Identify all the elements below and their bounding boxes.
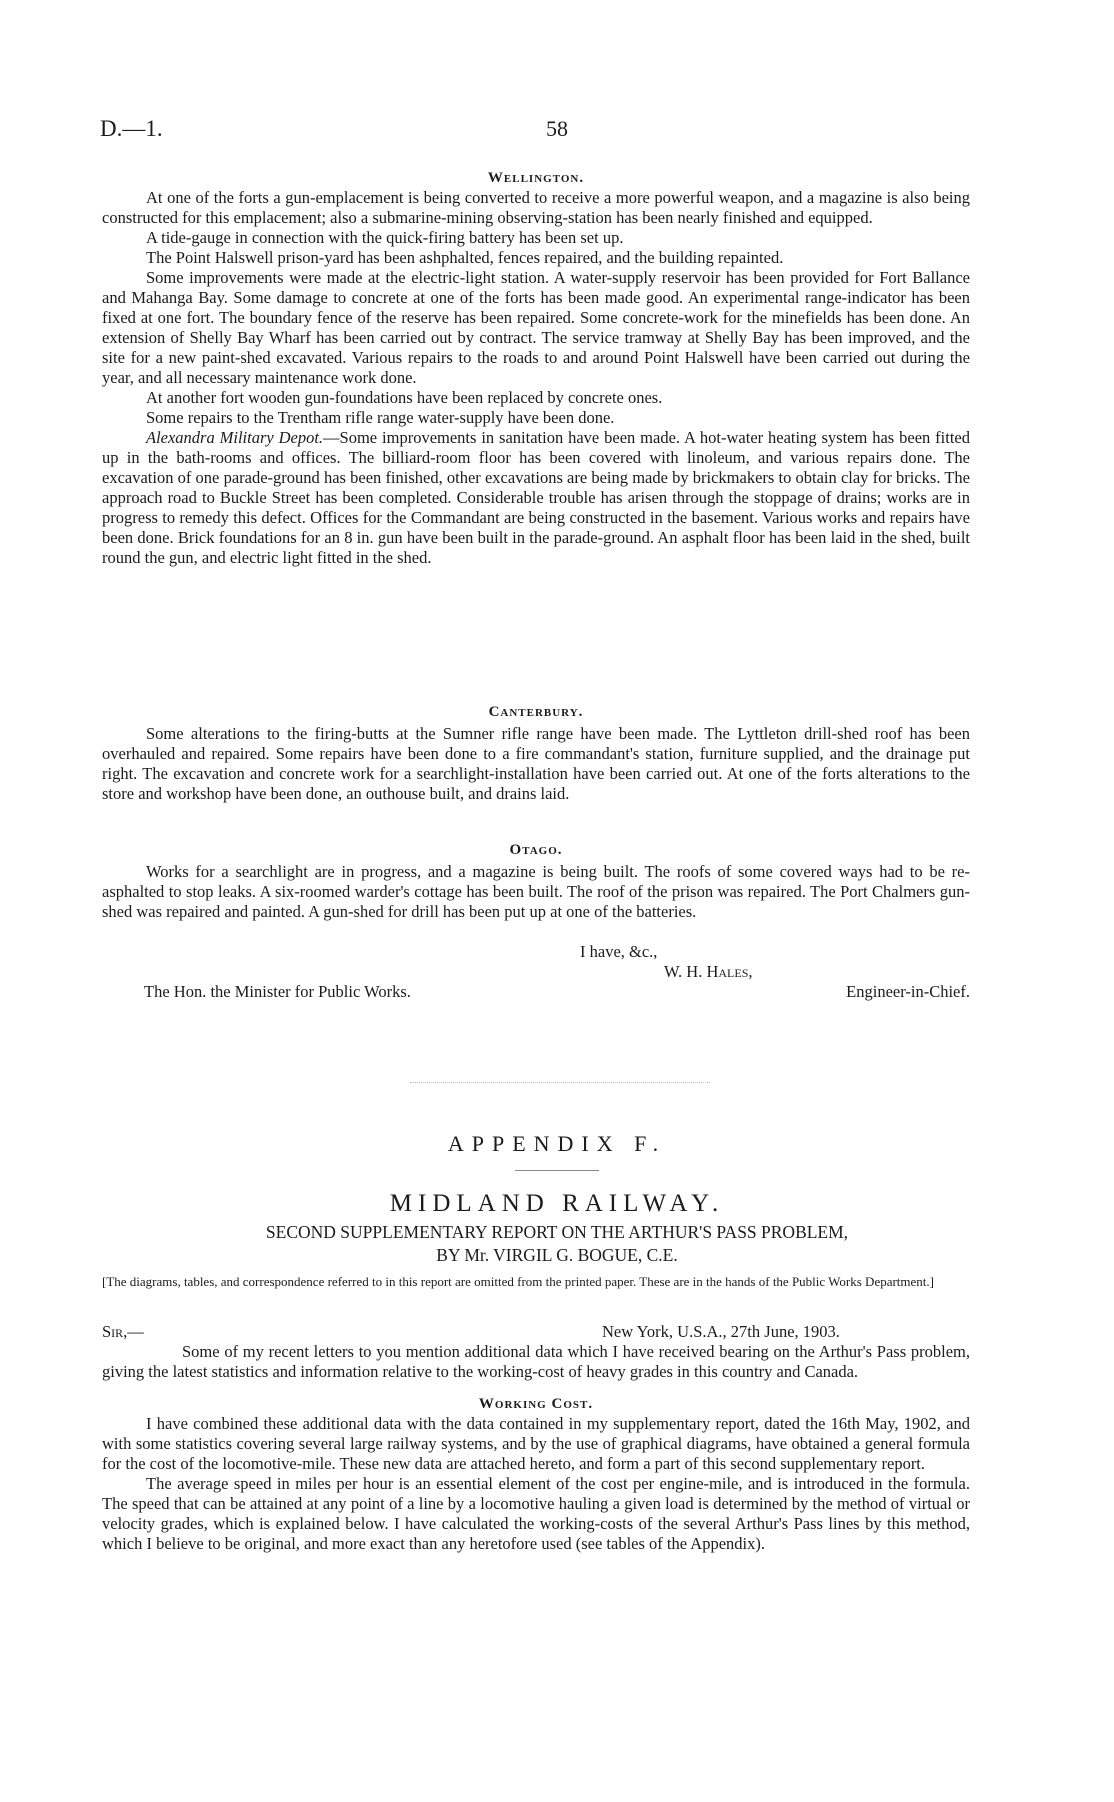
paragraph: A tide-gauge in connection with the quick-firing battery has been set up. [146, 228, 624, 247]
document-reference: D.—1. [100, 116, 163, 141]
paragraph: Some repairs to the Trentham rifle range water-supply have been done. [146, 408, 615, 427]
paragraph: The average speed in miles per hour is an essential element of the cost per engine-mile, and is introduced in the formula. The speed that can be attained at any point of a line by a locomotive hauling a given load is determined by the method of virtual or velocity grades, which is explained below. I have calculated the working-costs of the several Arthur's Pass lines by this method, which I believe to be original, and more exact than any heretofore used (see tables of the Appendix). [102, 1474, 970, 1553]
closing: I have, &c., [580, 942, 658, 961]
depot-text: —Some improvements in sanitation have been made. A hot-water heating system has been fitted up in the bath-rooms and offices. The billiard-room floor has been covered with linoleum, and various repairs done. The excavation of one parade-ground has been finished, other excavations are being made by brickmakers to obtain clay for bricks. The approach road to Buckle Street has been completed. Considerable trouble has arisen through the stoppage of drains; works are in progress to remedy this defect. Offices for the Commandant are being constructed in the basement. Various works and repairs have been done. Brick foundations for an 8 in. gun have been built in the parade-ground. An asphalt floor has been laid in the shed, built round the gun, and electric light fitted in the shed. [102, 428, 970, 567]
canterbury-section [102, 702, 970, 804]
paragraph: I have combined these additional data with the data contained in my supplementary report, dated the 16th May, 1902, and with some statistics covering several large railway systems, and by the use of graphical diagrams, have obtained a general formula for the cost of the locomotive-mile. These new data are attached hereto, and form a part of this second supplementary report. [102, 1414, 970, 1473]
signer-name: W. H. Hales, [664, 962, 753, 981]
section-heading-working-cost: Working Cost. [478, 1396, 594, 1412]
appendix-label: APPENDIX F. [447, 1131, 667, 1156]
report-author: BY Mr. VIRGIL G. BOGUE, C.E. [436, 1245, 678, 1265]
wellington-section [102, 168, 970, 568]
section-heading-otago: Otago. [509, 842, 563, 858]
salutation: Sir,— [102, 1322, 144, 1341]
section-heading-canterbury: Canterbury. [488, 704, 584, 720]
signature-block [102, 942, 970, 1002]
page-number: 58 [546, 116, 568, 141]
editorial-note: [The diagrams, tables, and correspondence referred to in this report are omitted from the printed paper. These are in the hands of the Public Works Department.] [102, 1274, 934, 1289]
page-header [100, 116, 1014, 146]
paragraph: Some of my recent letters to you mention additional data which I have received bearing on the Arthur's Pass problem, giving the latest statistics and information relative to the working-cost of heavy grades in this country and Canada. [102, 1342, 970, 1381]
section-heading-wellington: Wellington. [487, 170, 585, 186]
depot-title: Alexandra Military Depot. [146, 428, 324, 447]
appendix-rule [515, 1170, 599, 1171]
signer-title: Engineer-in-Chief. [846, 982, 970, 1001]
paragraph: Some improvements were made at the electric-light station. A water-supply reservoir has been provided for Fort Ballance and Mahanga Bay. Some damage to concrete at one of the forts has been made good. An experimental range-indicator has been fixed at one fort. The boundary fence of the reserve has been repaired. Some concrete-work for the minefields has been done. An extension of Shelly Bay Wharf has been carried out by contract. The service tramway at Shelly Bay has been improved, and the site for a new paint-shed excavated. Various repairs to the roads to and around Point Halswell have been carried out during the year, and all necessary maintenance work done. [102, 268, 970, 387]
report-subtitle: SECOND SUPPLEMENTARY REPORT ON THE ARTHUR'S PASS PROBLEM, [265, 1222, 849, 1242]
otago-section [102, 840, 970, 922]
place-date: New York, U.S.A., 27th June, 1903. [602, 1322, 840, 1341]
paragraph: At another fort wooden gun-foundations have been replaced by concrete ones. [146, 388, 663, 407]
paragraph: The Point Halswell prison-yard has been ashphalted, fences repaired, and the building repainted. [146, 248, 784, 267]
section-divider [410, 1082, 710, 1083]
paragraph: Works for a searchlight are in progress, and a magazine is being built. The roofs of some covered ways had to be re-asphalted to stop leaks. A six-roomed warder's cottage has been built. The roof of the prison was repaired. The Port Chalmers gun-shed was repaired and painted. A gun-shed for drill has been put up at one of the batteries. [102, 862, 970, 921]
paragraph: Some alterations to the firing-butts at the Sumner rifle range have been made. The Lyttleton drill-shed roof has been overhauled and repaired. Some repairs have been done to a fire commandant's station, furniture supplied, and the drainage put right. The excavation and concrete work for a searchlight-installation have been carried out. At one of the forts alterations to the store and workshop have been done, an outhouse built, and drains laid. [102, 724, 970, 803]
paragraph: At one of the forts a gun-emplacement is being converted to receive a more powerful weapon, and a magazine is also being constructed for this emplacement; also a submarine-mining observing-station has been nearly finished and equipped. [102, 188, 970, 227]
report-title: MIDLAND RAILWAY. [389, 1190, 725, 1217]
recipient: The Hon. the Minister for Public Works. [144, 982, 411, 1001]
paragraph-depot [102, 428, 970, 568]
letter [102, 1322, 970, 1554]
